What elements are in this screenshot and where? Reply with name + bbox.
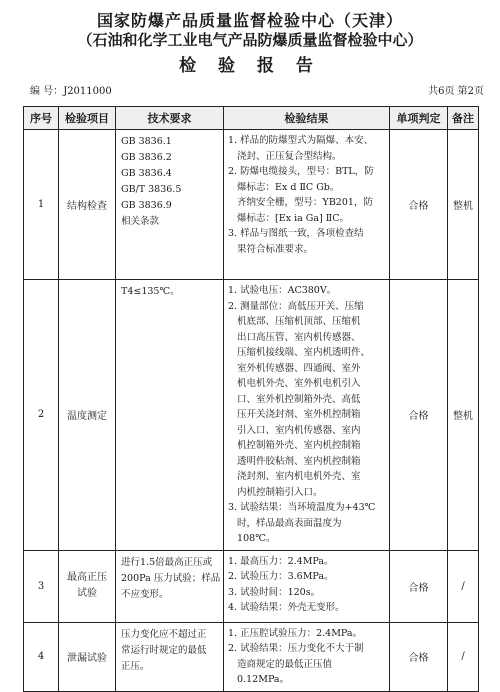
table-row [24, 622, 479, 691]
row-number: 2 [24, 280, 59, 551]
result-line: 机控制箱外壳、室内机控制箱 [228, 440, 361, 451]
report-number-value: J2011000 [63, 86, 112, 97]
requirement-line: 常运行时规定的最低 [121, 644, 207, 656]
result-line: 透明件胶粘剂、室内机控制箱 [228, 455, 361, 467]
row-requirement [116, 130, 224, 280]
row-item: 温度测定 [59, 280, 116, 551]
result-line: 1. 最高压力：2.4MPa。 [228, 555, 334, 567]
col-header-remark: 备注 [448, 107, 479, 130]
requirement-line: GB 3836.2 [121, 152, 172, 163]
col-header-item: 检验项目 [59, 107, 116, 130]
result-line: 爆标志：[Ex ia Ga] ⅡC。 [228, 212, 350, 224]
requirement-line: GB 3836.9 [121, 200, 172, 211]
result-line: 造商规定的最低正压值 [228, 658, 333, 670]
table-row [24, 550, 479, 622]
row-number: 4 [24, 622, 59, 691]
table-header-row [24, 107, 479, 130]
requirement-line: GB 3836.1 [121, 136, 172, 147]
col-header-requirement: 技术要求 [116, 107, 224, 130]
item-line: 试验 [77, 588, 97, 599]
table-row [24, 130, 479, 280]
result-line: 压开关浇封剂、室外机控制箱 [228, 409, 361, 420]
row-number: 3 [24, 550, 59, 622]
result-line: 2. 测量部位：高低压开关、压缩 [228, 300, 364, 312]
row-judgement: 合格 [390, 280, 448, 551]
result-line: 1. 正压腔试验压力：2.4MPa。 [228, 627, 363, 639]
requirement-line: 正压。 [121, 660, 150, 672]
row-item: 结构检查 [59, 130, 116, 280]
row-requirement [116, 280, 224, 551]
row-judgement: 合格 [390, 130, 448, 280]
result-line: 2. 防爆电缆接头，型号：BTL，防 [228, 166, 374, 177]
org-name-line2: （石油和化学工业电气产品防爆质量监督检验中心） [77, 31, 423, 49]
row-number: 1 [24, 130, 59, 280]
result-line: 4. 试验结果：外壳无变形。 [228, 602, 345, 613]
requirement-line: GB/T 3836.5 [121, 184, 182, 195]
row-result [224, 280, 390, 551]
row-requirement [116, 550, 224, 622]
inspection-table [23, 106, 479, 692]
row-result [224, 130, 390, 280]
result-line: 3. 试验时间：120s。 [228, 586, 321, 598]
result-line: 压缩机接线端、室内机透明件、 [228, 347, 371, 358]
row-result [224, 622, 390, 691]
requirement-line: 200Pa 压力试验；样品 [121, 572, 221, 584]
table-row [24, 280, 479, 551]
requirement-line: T4≤135℃。 [121, 286, 180, 297]
row-remark: / [448, 622, 479, 691]
result-line: 齐纳安全栅，型号：YB201，防 [228, 197, 373, 208]
result-line: 3. 试验结果：当环境温度为+43℃ [228, 502, 376, 513]
result-line: 1. 样品的防爆型式为隔爆、本安、 [228, 135, 374, 146]
requirement-line: 进行1.5倍最高正压或 [121, 556, 213, 568]
row-item [59, 550, 116, 622]
result-line: 浇封、正压复合型结构。 [228, 150, 342, 162]
row-item: 泄漏试验 [59, 622, 116, 691]
requirement-line: 相关条款 [121, 216, 160, 227]
result-line: 果符合标准要求。 [228, 243, 314, 255]
result-line: 2. 试验结果：压力变化不大于制 [228, 643, 364, 654]
result-line: 108℃。 [228, 533, 276, 544]
result-line: 机底部、压缩机顶部、压缩机 [228, 316, 361, 327]
result-line: 内机控制箱引入口。 [228, 486, 323, 498]
page-info: 共6页 第2页 [428, 86, 484, 97]
row-result [224, 550, 390, 622]
requirement-line: 压力变化应不超过正 [121, 628, 207, 640]
row-judgement: 合格 [390, 622, 448, 691]
result-line: 出口高压管、室内机传感器、 [228, 331, 361, 343]
org-name-line1: 国家防爆产品质量监督检验中心（天津） [96, 11, 403, 30]
result-line: 引入口、室内机传感器、室内 [228, 424, 361, 436]
result-line: 室外机传感器、四通阀、室外 [228, 362, 361, 374]
result-line: 浇封剂、室内机电机外壳、室 [228, 471, 361, 482]
report-title: 检 验 报 告 [179, 56, 321, 76]
row-remark: / [448, 550, 479, 622]
col-header-judgement: 单项判定 [390, 107, 448, 130]
requirement-line: GB 3836.4 [121, 168, 172, 179]
result-line: 0.12MPa。 [228, 674, 290, 685]
result-line: 机电机外壳、室外机电机引入 [228, 378, 361, 389]
row-remark: 整机 [448, 280, 479, 551]
result-line: 爆标志：Ex d ⅡC Gb。 [228, 181, 340, 193]
col-header-no: 序号 [24, 107, 59, 130]
result-line: 2. 试验压力：3.6MPa。 [228, 571, 334, 582]
result-line: 1. 试验电压：AC380V。 [228, 285, 337, 296]
requirement-line: 不应变形。 [121, 588, 169, 600]
result-line: 口、室外机控制箱外壳、高低 [228, 393, 361, 405]
report-number [30, 82, 112, 97]
col-header-result: 检验结果 [224, 107, 390, 130]
row-requirement [116, 622, 224, 691]
result-line: 3. 样品与图纸一致，各项检查结 [228, 228, 364, 239]
result-line: 时，样品最高表面温度为 [228, 517, 342, 529]
row-remark: 整机 [448, 130, 479, 280]
item-line: 最高正压 [67, 572, 107, 583]
report-number-label: 编 号： [30, 86, 64, 97]
row-judgement: 合格 [390, 550, 448, 622]
